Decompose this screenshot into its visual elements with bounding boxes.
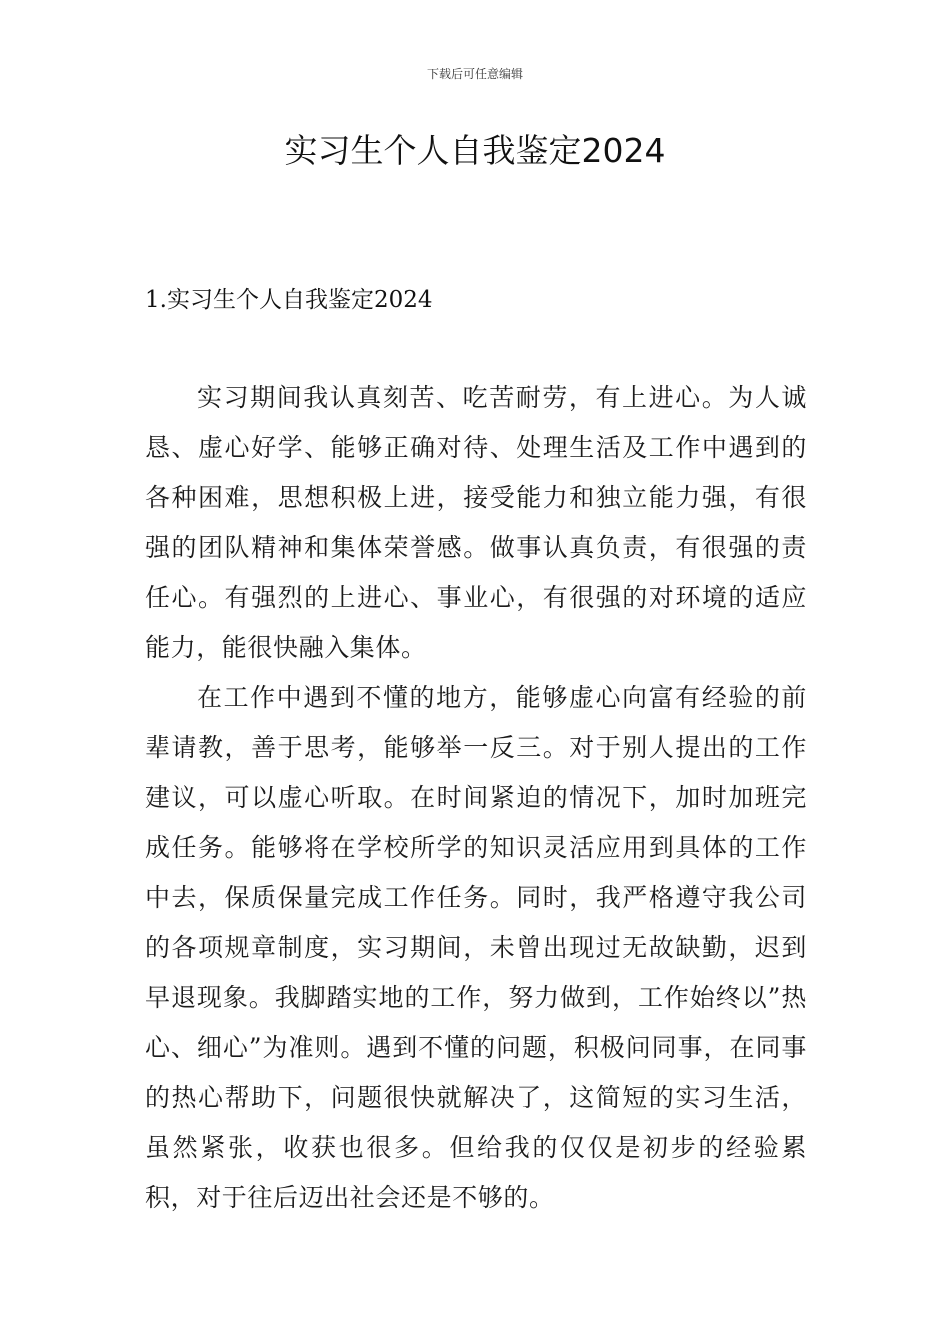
paragraph: 实习期间我认真刻苦、吃苦耐劳，有上进心。为人诚恳、虚心好学、能够正确对待、处理生活及工作中遇到的各种困难，思想积极上进，接受能力和独立能力强，有很强的团队精神和集体荣誉感。做事认真负责，有很强的责任心。有强烈的上进心、事业心，有很强的对环境的适应能力，能很快融入集体。 xyxy=(145,383,807,662)
document-body xyxy=(145,373,807,1223)
paragraph: 在工作中遇到不懂的地方，能够虚心向富有经验的前辈请教，善于思考，能够举一反三。对于别人提出的工作建议，可以虚心听取。在时间紧迫的情况下，加时加班完成任务。能够将在学校所学的知识灵活应用到具体的工作中去，保质保量完成工作任务。同时，我严格遵守我公司的各项规章制度，实习期间，未曾出现过无故缺勤，迟到早退现象。我脚踏实地的工作，努力做到，工作始终以”热心、细心”为准则。遇到不懂的问题，积极问同事，在同事的热心帮助下，问题很快就解决了，这简短的实习生活，虽然紧张，收获也很多。但给我的仅仅是初步的经验累积，对于往后迈出社会还是不够的。 xyxy=(145,683,807,1212)
section-heading: 1.实习生个人自我鉴定2024 xyxy=(145,287,433,313)
document-title: 实习生个人自我鉴定2024 xyxy=(284,131,666,170)
header-note: 下载后可任意编辑 xyxy=(426,67,523,81)
